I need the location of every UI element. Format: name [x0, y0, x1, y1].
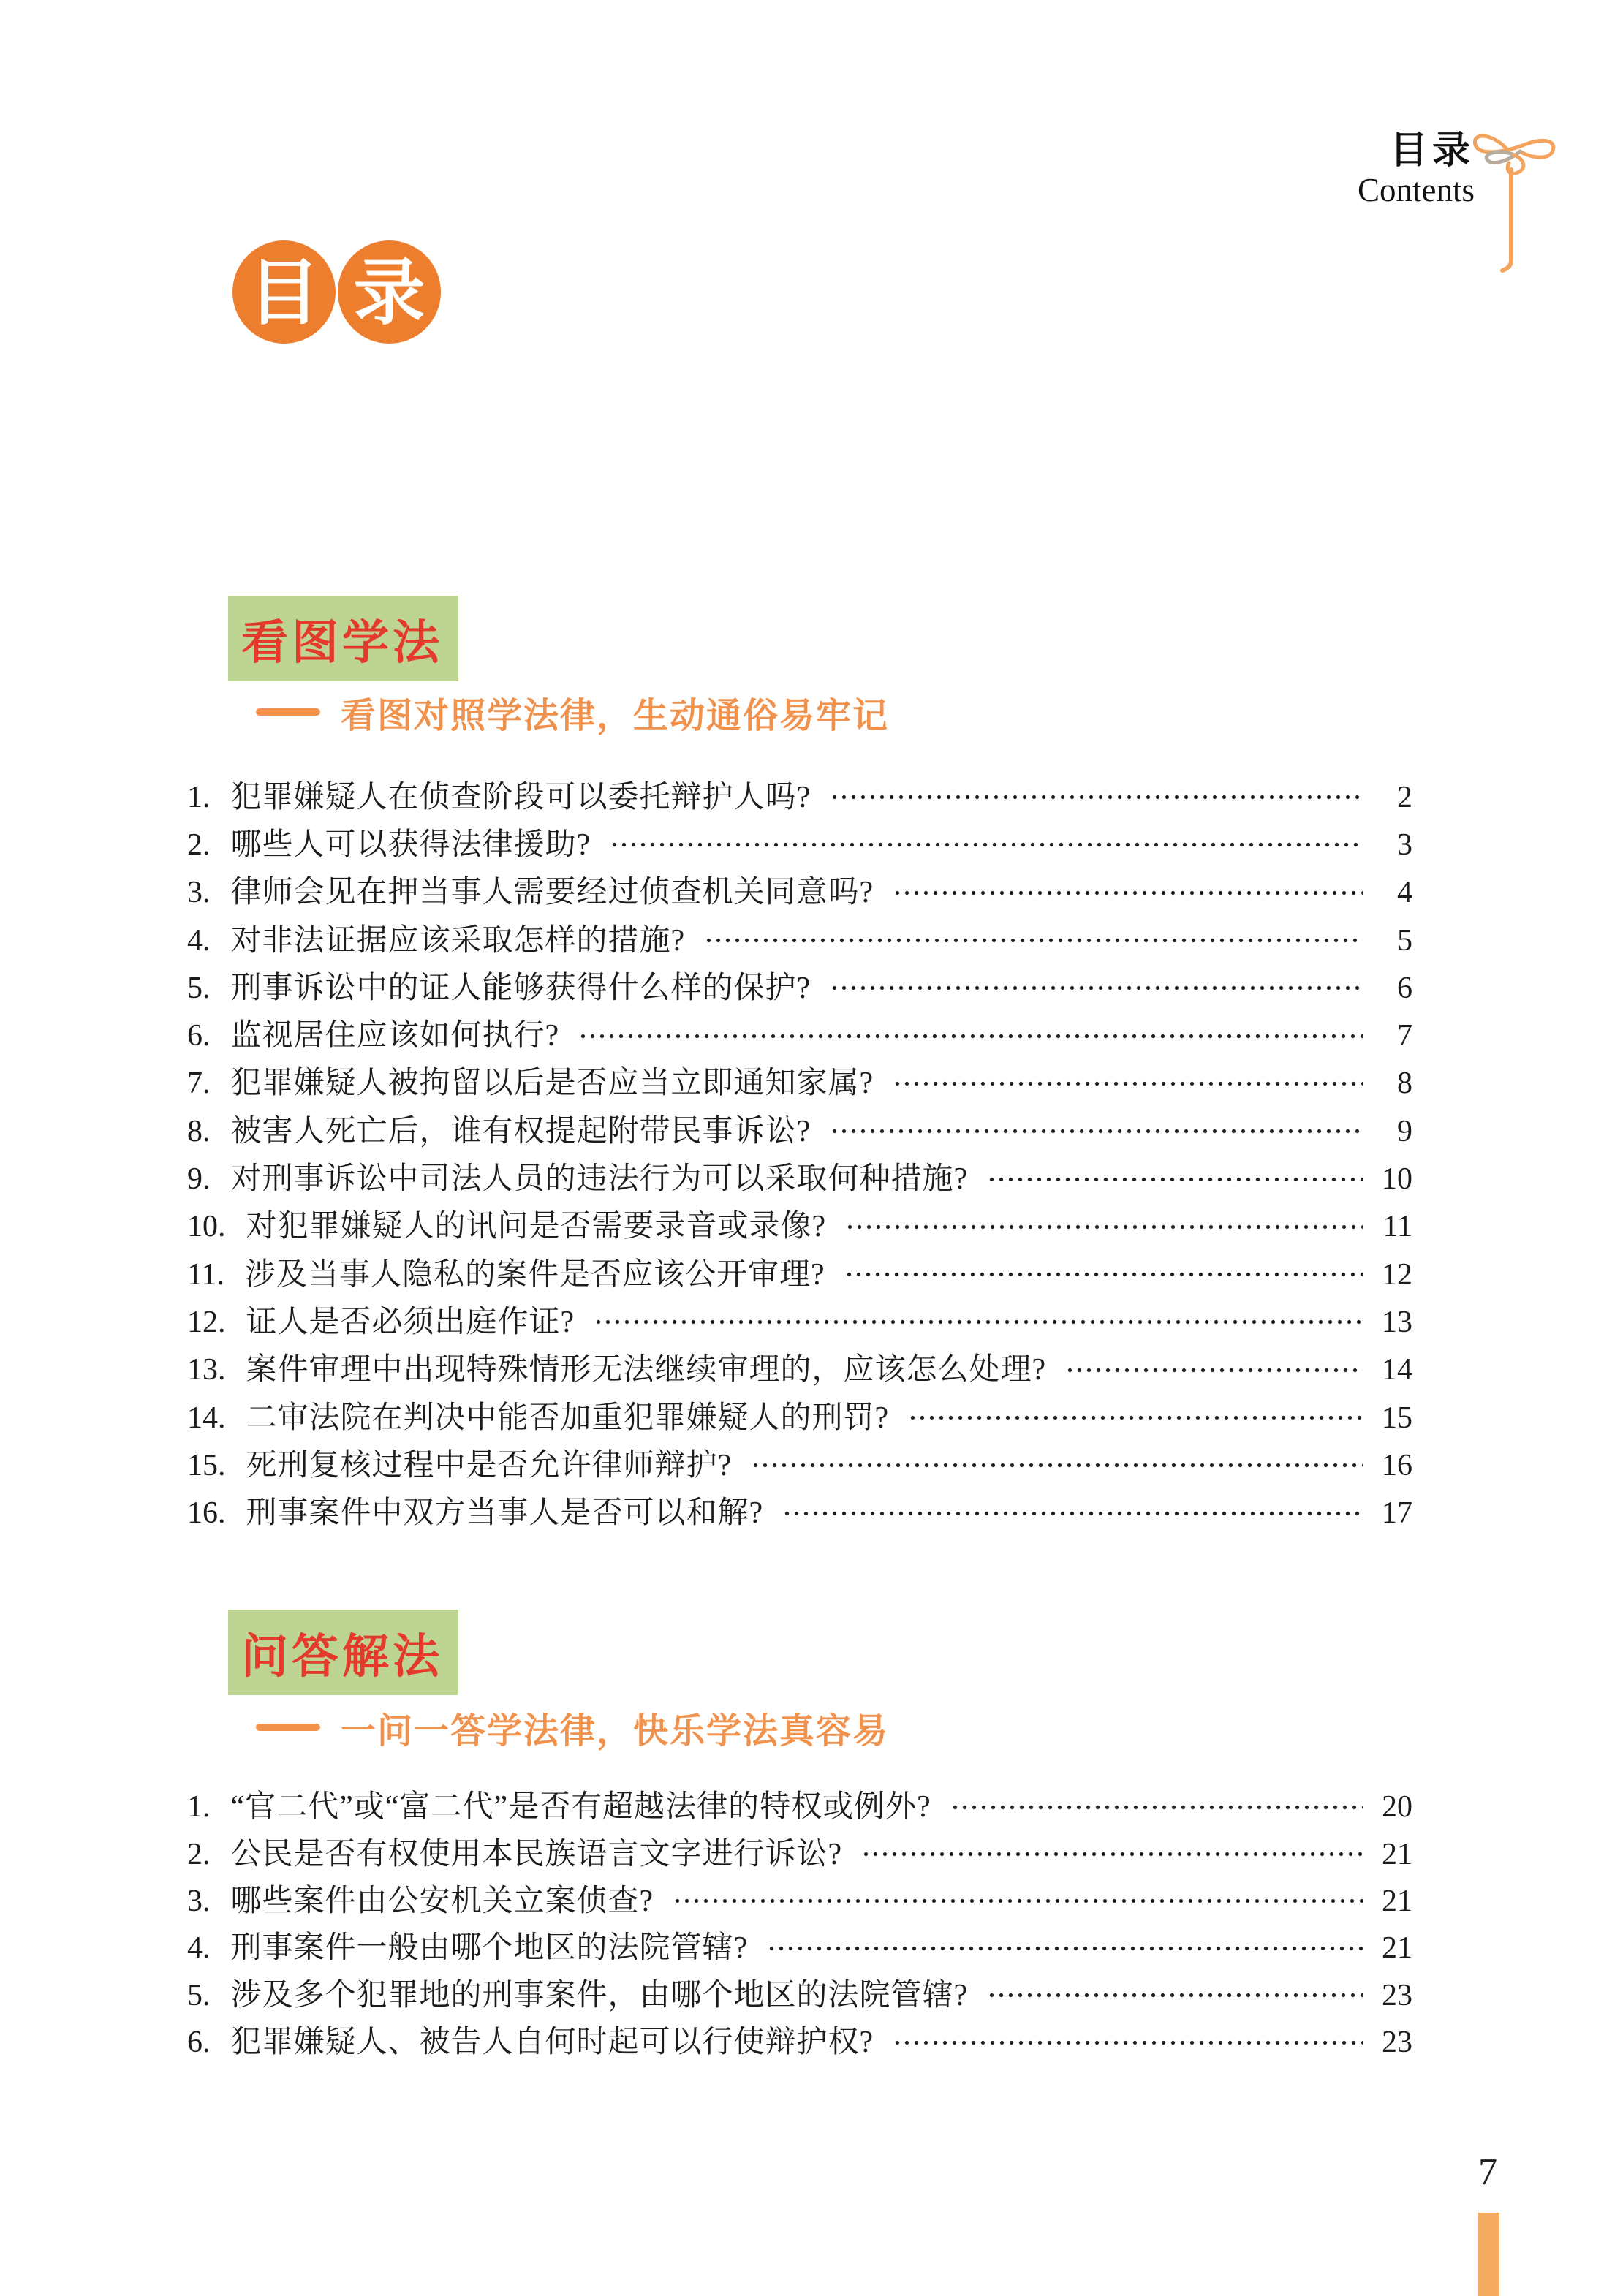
- toc-entry-title: 死刑复核过程中是否允许律师辩护?: [246, 1448, 733, 1482]
- toc-entry: [187, 1925, 1412, 1971]
- toc-entry: [187, 1878, 1412, 1925]
- toc-entry-page: 11: [1382, 1210, 1412, 1244]
- subtitle-dash-icon: [256, 1724, 320, 1731]
- toc-list-1: [187, 773, 1412, 1537]
- toc-entry-number: 6.: [187, 2026, 211, 2060]
- toc-entry-number: 8.: [187, 1114, 211, 1148]
- toc-entry-page: 13: [1382, 1305, 1412, 1339]
- toc-entry-title: 对犯罪嫌疑人的讯问是否需要录音或录像?: [246, 1210, 827, 1244]
- toc-entry-page: 4: [1397, 876, 1412, 910]
- toc-entry-title: 律师会见在押当事人需要经过侦查机关同意吗?: [230, 876, 874, 910]
- toc-entry-page: 15: [1382, 1401, 1412, 1435]
- toc-entry-title: 被害人死亡后，谁有权提起附带民事诉讼?: [230, 1114, 812, 1148]
- toc-dotted-leader: [610, 830, 1363, 860]
- toc-entry-page: 21: [1382, 1837, 1412, 1871]
- section-subtitle-2-text: 一问一答学法律，快乐学法真容易: [341, 1711, 890, 1751]
- running-head-title-en: Contents: [1357, 172, 1475, 209]
- toc-entry: [187, 1203, 1412, 1251]
- toc-dotted-leader: [893, 877, 1363, 908]
- toc-dotted-leader: [673, 1886, 1363, 1917]
- toc-entry: [187, 1489, 1412, 1537]
- flourish-ornament-icon: [1466, 117, 1561, 278]
- section-subtitle-1-text: 看图对照学法律，生动通俗易牢记: [341, 696, 890, 735]
- section-subtitle-1: [256, 689, 889, 735]
- toc-dotted-leader: [893, 1068, 1363, 1099]
- toc-entry-number: 3.: [187, 1884, 211, 1918]
- toc-entry-page: 20: [1382, 1790, 1412, 1825]
- toc-entry-title: 犯罪嫌疑人在侦查阶段可以委托辩护人吗?: [230, 780, 812, 814]
- toc-entry-page: 16: [1382, 1448, 1412, 1482]
- running-head: [1358, 130, 1475, 210]
- toc-dotted-leader: [861, 1839, 1363, 1870]
- toc-entry-number: 15.: [187, 1448, 226, 1482]
- toc-dotted-leader: [578, 1020, 1363, 1051]
- toc-entry-page: 14: [1382, 1353, 1412, 1387]
- toc-entry-page: 23: [1382, 1978, 1412, 2012]
- toc-entry: [187, 1441, 1412, 1489]
- toc-entry-number: 11.: [187, 1257, 224, 1292]
- toc-entry: [187, 1012, 1412, 1059]
- toc-dotted-leader: [844, 1259, 1363, 1290]
- toc-entry: [187, 821, 1412, 868]
- toc-entry: [187, 1155, 1412, 1202]
- toc-entry-number: 7.: [187, 1066, 211, 1101]
- toc-entry-number: 1.: [187, 1790, 211, 1825]
- toc-dotted-leader: [751, 1450, 1363, 1481]
- toc-entry-title: 刑事案件中双方当事人是否可以和解?: [246, 1496, 764, 1531]
- section-badge-kantuxuefa: 看图学法: [228, 596, 458, 681]
- toc-dotted-leader: [908, 1403, 1363, 1433]
- toc-dotted-leader: [704, 925, 1363, 956]
- toc-entry: [187, 869, 1412, 917]
- toc-entry-title: 哪些案件由公安机关立案侦查?: [230, 1884, 654, 1918]
- toc-entry: [187, 1346, 1412, 1394]
- toc-entry-title: 公民是否有权使用本民族语言文字进行诉讼?: [230, 1837, 843, 1871]
- toc-entry-title: 哪些人可以获得法律援助?: [230, 827, 591, 862]
- toc-entry: [187, 1298, 1412, 1346]
- toc-entry-title: 刑事诉讼中的证人能够获得什么样的保护?: [230, 971, 812, 1005]
- toc-dotted-leader: [767, 1933, 1363, 1963]
- toc-entry-page: 8: [1397, 1066, 1412, 1101]
- toc-entry-number: 3.: [187, 876, 211, 910]
- toc-entry-title: 犯罪嫌疑人、被告人自何时起可以行使辩护权?: [230, 2026, 874, 2060]
- running-head-title-cn: 目录: [1389, 129, 1475, 172]
- toc-entry-page: 12: [1382, 1257, 1412, 1292]
- toc-entry-page: 7: [1397, 1019, 1412, 1053]
- toc-dotted-leader: [830, 973, 1363, 1004]
- toc-entry-number: 4.: [187, 923, 211, 958]
- toc-entry-number: 2.: [187, 1837, 211, 1871]
- toc-dotted-leader: [1065, 1355, 1363, 1385]
- toc-entry-number: 14.: [187, 1401, 226, 1435]
- logo-circle-1: 目: [232, 240, 336, 344]
- toc-entry-page: 9: [1397, 1114, 1412, 1148]
- page-number-bar: [1478, 2213, 1499, 2296]
- toc-dotted-leader: [830, 1116, 1363, 1147]
- toc-entry: [187, 1107, 1412, 1155]
- toc-dotted-leader: [830, 782, 1363, 813]
- toc-entry-page: 3: [1397, 827, 1412, 862]
- toc-entry-title: 证人是否必须出庭作证?: [246, 1305, 575, 1339]
- toc-entry-page: 23: [1382, 2026, 1412, 2060]
- toc-entry-number: 5.: [187, 1978, 211, 2012]
- toc-entry-number: 12.: [187, 1305, 226, 1339]
- toc-dotted-leader: [594, 1307, 1363, 1338]
- toc-entry-title: 犯罪嫌疑人被拘留以后是否应当立即通知家属?: [230, 1066, 874, 1101]
- toc-dotted-leader: [987, 1980, 1363, 2011]
- toc-entry-number: 9.: [187, 1162, 211, 1197]
- toc-entry-number: 16.: [187, 1496, 226, 1531]
- toc-entry: [187, 1251, 1412, 1298]
- subtitle-dash-icon: [256, 708, 320, 716]
- toc-entry-title: 监视居住应该如何执行?: [230, 1019, 560, 1053]
- toc-entry: [187, 1830, 1412, 1877]
- toc-entry-page: 2: [1397, 780, 1412, 814]
- toc-entry-title: 涉及多个犯罪地的刑事案件，由哪个地区的法院管辖?: [230, 1978, 969, 2012]
- page-number: 7: [1478, 2151, 1497, 2193]
- toc-dotted-leader: [845, 1211, 1363, 1242]
- toc-entry-title: 二审法院在判决中能否加重犯罪嫌疑人的刑罚?: [246, 1401, 890, 1435]
- toc-entry-title: 涉及当事人隐私的案件是否应该公开审理?: [244, 1257, 825, 1292]
- toc-entry-title: “官二代”或“富二代”是否有超越法律的特权或例外?: [230, 1790, 931, 1825]
- logo-circle-2: 录: [338, 240, 441, 344]
- section-subtitle-2: [256, 1705, 889, 1750]
- toc-entry-number: 1.: [187, 780, 211, 814]
- toc-entry: [187, 917, 1412, 964]
- section-badge-wendajiefa: 问答解法: [228, 1610, 458, 1695]
- toc-entry-number: 6.: [187, 1019, 211, 1053]
- toc-entry: [187, 2019, 1412, 2066]
- toc-dotted-leader: [893, 2027, 1363, 2058]
- toc-entry-title: 对非法证据应该采取怎样的措施?: [230, 923, 686, 958]
- contents-logo: [232, 240, 443, 344]
- toc-entry: [187, 1972, 1412, 2019]
- toc-entry-page: 10: [1382, 1162, 1412, 1197]
- toc-entry-title: 案件审理中出现特殊情形无法继续审理的，应该怎么处理?: [246, 1353, 1047, 1387]
- toc-entry: [187, 773, 1412, 821]
- toc-entry-page: 21: [1382, 1931, 1412, 1966]
- toc-list-2: [187, 1784, 1412, 2066]
- toc-dotted-leader: [782, 1498, 1363, 1528]
- toc-entry-title: 刑事案件一般由哪个地区的法院管辖?: [230, 1931, 749, 1966]
- toc-entry-page: 5: [1397, 923, 1412, 958]
- toc-entry: [187, 964, 1412, 1012]
- toc-entry: [187, 1060, 1412, 1107]
- toc-entry: [187, 1784, 1412, 1830]
- toc-entry-page: 17: [1382, 1496, 1412, 1531]
- toc-entry-number: 10.: [187, 1210, 226, 1244]
- toc-entry: [187, 1394, 1412, 1441]
- toc-entry-number: 4.: [187, 1931, 211, 1966]
- toc-entry-number: 2.: [187, 827, 211, 862]
- toc-entry-title: 对刑事诉讼中司法人员的违法行为可以采取何种措施?: [230, 1162, 969, 1197]
- toc-entry-number: 13.: [187, 1353, 226, 1387]
- toc-entry-page: 21: [1382, 1884, 1412, 1918]
- toc-dotted-leader: [987, 1164, 1363, 1194]
- toc-entry-page: 6: [1397, 971, 1412, 1005]
- toc-entry-number: 5.: [187, 971, 211, 1005]
- toc-dotted-leader: [950, 1792, 1363, 1822]
